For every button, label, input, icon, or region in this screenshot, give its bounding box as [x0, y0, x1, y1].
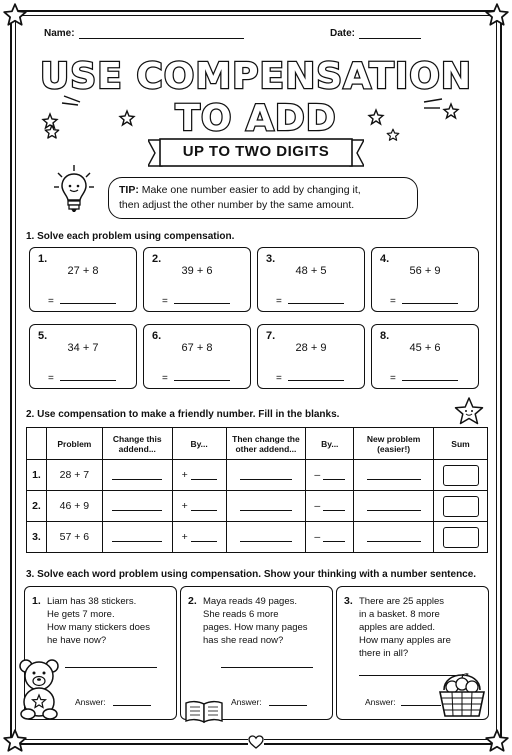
name-line[interactable]: [79, 29, 244, 39]
word-problem-number: 3.: [344, 595, 353, 607]
row-number: 1.: [27, 460, 47, 491]
answer-blank[interactable]: [269, 705, 307, 706]
open-book-icon: [184, 699, 224, 725]
equals-sign: =: [162, 373, 168, 384]
row-number: 3.: [27, 522, 47, 553]
problem-number: 1.: [38, 253, 48, 265]
sum-box[interactable]: [443, 496, 479, 517]
problem-number: 5.: [38, 330, 48, 342]
word-problem-line: has she read now?: [203, 635, 284, 646]
word-problem-line: Maya reads 49 pages.: [203, 596, 298, 607]
table-header-row: [27, 428, 488, 460]
word-problem-line: Liam has 38 stickers.: [47, 596, 137, 607]
subtitle: UP TO TWO DIGITS: [182, 143, 330, 160]
problem-box[interactable]: [29, 324, 137, 389]
date-field[interactable]: [330, 28, 421, 39]
problem-expression: 48 + 5: [295, 265, 327, 277]
problem-number: 6.: [152, 330, 162, 342]
equals-sign: =: [48, 373, 54, 384]
compensation-table: [26, 427, 488, 553]
word-problem-line: She reads 6 more: [203, 609, 279, 620]
answer-blank[interactable]: [60, 295, 116, 304]
by-cell-2[interactable]: [306, 491, 354, 522]
name-field[interactable]: [44, 28, 244, 39]
answer-line[interactable]: [390, 295, 458, 307]
name-label: Name:: [44, 28, 75, 39]
new-problem-cell[interactable]: [354, 460, 434, 491]
change-addend-cell[interactable]: [102, 460, 172, 491]
problem-expression: 45 + 6: [409, 342, 441, 354]
equals-sign: =: [390, 296, 396, 307]
row-problem: 46 + 9: [46, 491, 102, 522]
word-problem-line: There are 25 apples: [359, 596, 445, 607]
problem-expression: 39 + 6: [181, 265, 213, 277]
new-problem-blank[interactable]: [367, 502, 421, 511]
star-icon: [369, 110, 383, 124]
other-addend-cell[interactable]: [226, 491, 306, 522]
date-line[interactable]: [359, 29, 421, 39]
word-problem-line: How many stickers does: [47, 622, 150, 633]
other-blank[interactable]: [240, 533, 292, 542]
problem-box[interactable]: [29, 247, 137, 312]
by-blank-2[interactable]: [323, 471, 345, 480]
plus-sign: +: [181, 531, 188, 543]
answer-line[interactable]: [162, 295, 230, 307]
corner-star-icon: [2, 728, 28, 754]
header-sum: Sum: [434, 428, 488, 460]
header-by-2: By...: [306, 428, 354, 460]
smiling-star-icon: [452, 396, 486, 428]
sum-cell[interactable]: [434, 522, 488, 553]
minus-sign: –: [314, 531, 321, 543]
apple-basket-icon: [436, 664, 488, 720]
equals-sign: =: [162, 296, 168, 307]
tip-label: TIP:: [119, 184, 139, 196]
word-problem-number: 1.: [32, 595, 41, 607]
other-blank[interactable]: [240, 471, 292, 480]
answer-line[interactable]: [48, 372, 116, 384]
answer-line[interactable]: [390, 372, 458, 384]
sum-cell[interactable]: [434, 460, 488, 491]
problem-expression: 28 + 9: [295, 342, 327, 354]
table-row: [27, 491, 488, 522]
by-cell[interactable]: [172, 460, 226, 491]
problem-box[interactable]: [371, 324, 479, 389]
problem-expression: 67 + 8: [181, 342, 213, 354]
date-label: Date:: [330, 28, 356, 39]
answer-label: Answer:: [231, 697, 262, 707]
new-problem-blank[interactable]: [367, 471, 421, 480]
equals-sign: =: [48, 296, 54, 307]
word-problem-line: apples are added.: [359, 622, 436, 633]
header-new-problem: New problem (easier!): [354, 428, 434, 460]
answer-line[interactable]: [162, 372, 230, 384]
answer-blank[interactable]: [60, 372, 116, 381]
by-cell[interactable]: [172, 522, 226, 553]
by-blank-2[interactable]: [323, 533, 345, 542]
star-icon: [386, 128, 400, 142]
by-blank[interactable]: [191, 471, 217, 480]
header-problem: Problem: [46, 428, 102, 460]
by-blank-2[interactable]: [323, 502, 345, 511]
other-addend-cell[interactable]: [226, 460, 306, 491]
word-problem-line: He gets 7 more.: [47, 609, 115, 620]
minus-sign: –: [314, 500, 321, 512]
problem-number: 8.: [380, 330, 390, 342]
equals-sign: =: [276, 296, 282, 307]
title-graphic: [20, 48, 492, 138]
answer-blank[interactable]: [174, 295, 230, 304]
word-problem-line: he have now?: [47, 635, 107, 646]
problem-box[interactable]: [143, 247, 251, 312]
answer-blank[interactable]: [402, 295, 458, 304]
row-problem: 57 + 6: [46, 522, 102, 553]
table-row: [27, 460, 488, 491]
by-cell-2[interactable]: [306, 522, 354, 553]
problem-box[interactable]: [257, 324, 365, 389]
word-problem-number: 2.: [188, 595, 197, 607]
other-addend-cell[interactable]: [226, 522, 306, 553]
corner-star-icon: [2, 2, 28, 28]
lightbulb-icon: [52, 163, 96, 215]
equals-sign: =: [276, 373, 282, 384]
word-problem-text: [203, 595, 308, 647]
sum-cell[interactable]: [434, 491, 488, 522]
sum-box[interactable]: [443, 527, 479, 548]
section3-title: 3. Solve each word problem using compensation. Show your thinking with a number sentence.: [26, 569, 477, 580]
row-number: 2.: [27, 491, 47, 522]
by-cell[interactable]: [172, 491, 226, 522]
tip-line1: Make one number easier to add by changing it,: [141, 184, 361, 196]
sum-box[interactable]: [443, 465, 479, 486]
tip-line2: then adjust the other number by the same amount.: [119, 199, 355, 211]
by-cell-2[interactable]: [306, 460, 354, 491]
corner-star-icon: [484, 2, 510, 28]
word-problem-text: [47, 595, 150, 647]
teddy-bear-icon: [14, 656, 64, 720]
answer-blank[interactable]: [401, 705, 441, 706]
answer-line[interactable]: [48, 295, 116, 307]
problem-number: 4.: [380, 253, 390, 265]
section1-title: 1. Solve each problem using compensation.: [26, 231, 235, 242]
word-problem-line: there in all?: [359, 648, 409, 659]
title-line2: TO ADD: [175, 98, 337, 138]
answer-blank[interactable]: [288, 295, 344, 304]
problem-box[interactable]: [257, 247, 365, 312]
problem-expression: 34 + 7: [67, 342, 99, 354]
header-blank: [27, 428, 47, 460]
problem-number: 7.: [266, 330, 276, 342]
row-problem: 28 + 7: [46, 460, 102, 491]
by-blank[interactable]: [191, 533, 217, 542]
title-line1: USE COMPENSATION: [40, 56, 472, 97]
change-addend-cell[interactable]: [102, 491, 172, 522]
answer-blank[interactable]: [174, 372, 230, 381]
heart-icon: [248, 735, 264, 749]
section2-title: 2. Use compensation to make a friendly number. Fill in the blanks.: [26, 409, 340, 420]
number-sentence-line[interactable]: [221, 667, 313, 668]
plus-sign: +: [181, 500, 188, 512]
by-blank[interactable]: [191, 502, 217, 511]
header-by: By...: [172, 428, 226, 460]
answer-line[interactable]: [276, 295, 344, 307]
star-icon: [44, 124, 60, 140]
minus-sign: –: [314, 469, 321, 481]
problem-number: 2.: [152, 253, 162, 265]
word-problem-line: pages. How many pages: [203, 622, 308, 633]
change-blank[interactable]: [112, 471, 162, 480]
word-problem-line: in a basket. 8 more: [359, 609, 440, 620]
new-problem-cell[interactable]: [354, 491, 434, 522]
problem-expression: 56 + 9: [409, 265, 441, 277]
change-addend-cell[interactable]: [102, 522, 172, 553]
answer-line[interactable]: [276, 372, 344, 384]
table-row: [27, 522, 488, 553]
problem-number: 3.: [266, 253, 276, 265]
plus-sign: +: [181, 469, 188, 481]
answer-blank[interactable]: [113, 705, 151, 706]
word-problem-line: How many apples are: [359, 635, 451, 646]
new-problem-blank[interactable]: [367, 533, 421, 542]
equals-sign: =: [390, 373, 396, 384]
number-sentence-line[interactable]: [65, 667, 157, 668]
answer-label: Answer:: [75, 697, 106, 707]
answer-blank[interactable]: [288, 372, 344, 381]
problem-box[interactable]: [143, 324, 251, 389]
tip-box: [108, 177, 418, 219]
header-then-change: Then change the other addend...: [226, 428, 306, 460]
star-icon: [120, 111, 134, 125]
corner-star-icon: [484, 728, 510, 754]
problem-box[interactable]: [371, 247, 479, 312]
other-blank[interactable]: [240, 502, 292, 511]
change-blank[interactable]: [112, 533, 162, 542]
change-blank[interactable]: [112, 502, 162, 511]
new-problem-cell[interactable]: [354, 522, 434, 553]
star-icon: [444, 104, 458, 118]
answer-label: Answer:: [365, 697, 396, 707]
answer-blank[interactable]: [402, 372, 458, 381]
word-problem-text: [359, 595, 451, 660]
problem-expression: 27 + 8: [67, 265, 99, 277]
header-change: Change this addend...: [102, 428, 172, 460]
